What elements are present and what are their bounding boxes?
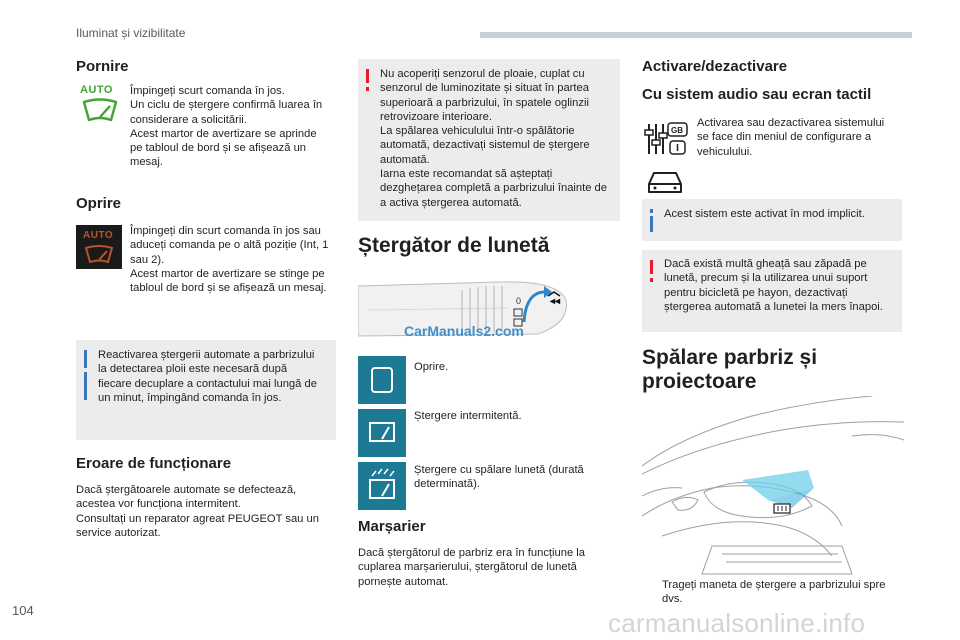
windshield-wiper-icon [80, 96, 120, 124]
info-default-text: Acest sistem este activat în mod implicit. [664, 208, 865, 220]
page-number: 104 [12, 603, 34, 618]
audio-settings-icon [644, 120, 690, 158]
marsarier-text: Dacă ștergătorul de parbriz era în funcțiune la cuplarea marșarierului, ștergătorul de lunetă pornește automat. [358, 547, 585, 588]
activare-title: Activare/dezactivare [642, 58, 788, 75]
warning-ice-text: Dacă există multă gheață sau zăpadă pe lunetă, precum și la utilizarea unui suport pentru bicicletă pe hayon, dezactivați ștergerea automată a lunetei la mers înapoi. [664, 258, 883, 313]
windshield-wiper-icon [83, 243, 115, 265]
rear-wiper-intermittent-tile [358, 409, 406, 457]
svg-text:◂◂: ◂◂ [550, 296, 561, 307]
info-icon [84, 350, 87, 368]
svg-text:GB: GB [671, 126, 683, 135]
info-note-text: Reactivarea ștergerii automate a parbrizului la detectarea ploii este necesară după fiecare decuplare a contactului mai lungă de un minut, împingând comanda în jos. [98, 349, 317, 404]
header-bar [480, 32, 912, 38]
rear-wiper-wash-icon [358, 462, 406, 510]
rear-wiper-off-tile [358, 356, 406, 404]
auto-label: AUTO [80, 84, 113, 96]
oprire-title: Oprire [76, 195, 122, 212]
oprire-text: Împingeți din scurt comanda în jos sau aduceți comanda pe o altă poziție (Int, 1 sau 2). Acest martor de avertizare se stinge pe tabloul de bord și se afișează un mesaj. [130, 225, 329, 295]
warning-icon [650, 260, 653, 274]
mode-intermittent-label: Ștergere intermitentă. [414, 410, 522, 422]
auto-wiper-off-icon: AUTO [76, 225, 122, 269]
eroare-text: Dacă ștergătoarele automate se defectează, acestea vor funcționa intermitent. Consultați un reparator agreat PEUGEOT sau un service autorizat. [76, 484, 319, 539]
pornire-text: Împingeți scurt comanda în jos. Un ciclu de ștergere confirmă luarea în considerare a solicitării. Acest martor de avertizare se aprinde pe tabloul de bord și se afișează un mesaj. [130, 85, 323, 169]
rear-wiper-off-icon [358, 356, 406, 404]
spalare-title: Spălare parbriz și proiectoare [642, 346, 818, 393]
pornire-title: Pornire [76, 58, 129, 75]
info-note-default [642, 199, 902, 241]
image-watermark: CarManuals2.com [404, 323, 524, 339]
rear-wiper-intermittent-icon [358, 409, 406, 457]
svg-text:0: 0 [516, 296, 522, 306]
marsarier-title: Marșarier [358, 518, 426, 535]
warning-note [358, 59, 620, 221]
mode-off-label: Oprire. [414, 361, 449, 373]
lunete-title: Ștergător de lunetă [358, 234, 550, 257]
audio-title: Cu sistem audio sau ecran tactil [642, 86, 872, 103]
warning-note-text: Nu acoperiți senzorul de ploaie, cuplat cu senzorul de luminozitate și situat în partea superioară a parbrizului, în spatele oglinzii retrovizoare interioare. La spălarea vehiculului într-o spălătorie automată, dezactivați sistemul de ștergere automată. Iarna este recomandat să așteptați dezghețarea completă a parbrizului înainte de a activa ștergerea automată. [380, 68, 608, 209]
info-note [76, 340, 336, 440]
warning-note-ice [642, 250, 902, 332]
mode-wash-label: Ștergere cu spălare lunetă (durată determinată). [414, 464, 584, 491]
eroare-title: Eroare de funcționare [76, 455, 232, 472]
car-front-illustration [642, 396, 904, 576]
auto-wiper-green-icon [80, 84, 120, 130]
step-text: Trageți maneta de ștergere a parbrizului spre dvs. [662, 579, 886, 606]
site-watermark: carmanualsonline.info [608, 608, 866, 638]
car-icon [645, 168, 685, 196]
info-icon [650, 209, 653, 213]
warning-icon [366, 69, 369, 83]
rear-wiper-wash-tile [358, 462, 406, 510]
section-header: Iluminat și vizibilitate [76, 26, 186, 40]
audio-text: Activarea sau dezactivarea sistemului se face din meniul de configurare a vehiculului. [697, 117, 885, 158]
